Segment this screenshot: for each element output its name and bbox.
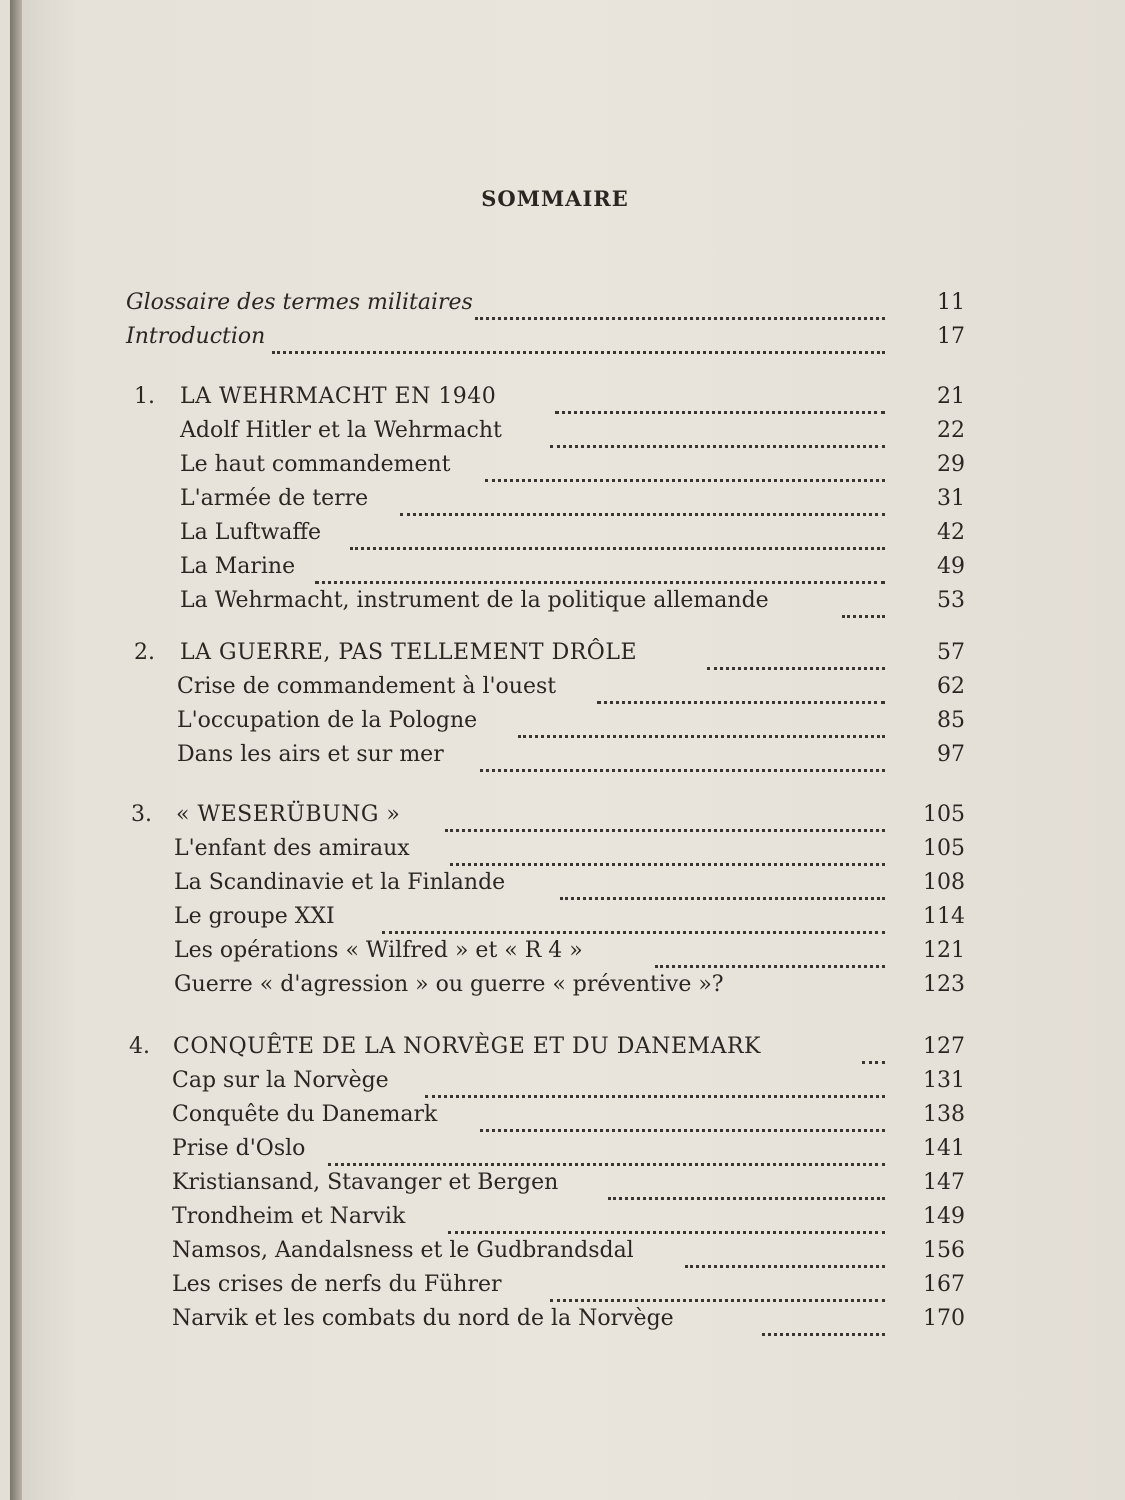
toc-entry-label: Les crises de nerfs du Führer xyxy=(172,1272,502,1297)
toc-entry-label: Kristiansand, Stavanger et Bergen xyxy=(172,1170,559,1195)
toc-entry-label: Glossaire des termes militaires xyxy=(126,290,473,315)
leader-dots xyxy=(608,1175,885,1200)
toc-entry-page: 62 xyxy=(937,674,965,699)
leader-dots xyxy=(425,1073,885,1098)
toc-entry-label: La Luftwaffe xyxy=(180,520,322,545)
chapter-page: 127 xyxy=(923,1034,965,1059)
leader-dots xyxy=(272,329,885,354)
chapter-number: 1. xyxy=(134,384,155,409)
toc-entry-label: Guerre « d'agression » ou guerre « préventive »? xyxy=(174,972,724,997)
leader-dots xyxy=(448,1209,885,1234)
toc-entry-label: Les opérations « Wilfred » et « R 4 » xyxy=(174,938,583,963)
toc-entry-page: 138 xyxy=(923,1102,965,1127)
toc-entry-page: 121 xyxy=(923,938,965,963)
toc-entry-label: Trondheim et Narvik xyxy=(172,1204,406,1229)
toc-entry xyxy=(10,1132,1125,1166)
leader-dots xyxy=(555,389,885,414)
chapter-title: « WESERÜBUNG » xyxy=(176,802,401,827)
toc-entry xyxy=(10,832,1125,866)
leader-dots xyxy=(550,1277,885,1302)
toc-entry-page: 170 xyxy=(923,1306,965,1331)
chapter-page: 105 xyxy=(923,802,965,827)
leader-dots xyxy=(328,1141,885,1166)
toc-entry xyxy=(10,934,1125,968)
book-page xyxy=(10,0,1125,1500)
chapter-title: LA WEHRMACHT EN 1940 xyxy=(180,384,497,409)
toc-entry xyxy=(10,516,1125,550)
leader-dots xyxy=(560,875,885,900)
leader-dots xyxy=(762,1311,885,1336)
toc-entry-page: 149 xyxy=(923,1204,965,1229)
toc-entry-page: 85 xyxy=(937,708,965,733)
toc-entry xyxy=(10,482,1125,516)
toc-entry-page: 11 xyxy=(937,290,965,315)
toc-entry-label: Dans les airs et sur mer xyxy=(177,742,444,767)
toc-entry-page: 17 xyxy=(937,324,965,349)
toc-entry-label: Namsos, Aandalsness et le Gudbrandsdal xyxy=(172,1238,634,1263)
chapter-title: LA GUERRE, PAS TELLEMENT DRÔLE xyxy=(180,640,637,665)
leader-dots xyxy=(685,1243,885,1268)
toc-entry xyxy=(10,320,1125,354)
toc-entry xyxy=(10,1200,1125,1234)
toc-entry xyxy=(10,1098,1125,1132)
chapter-heading xyxy=(10,798,1125,832)
leader-dots xyxy=(842,593,885,618)
toc-entry xyxy=(10,900,1125,934)
leader-dots xyxy=(400,491,885,516)
leader-dots xyxy=(450,841,885,866)
chapter-heading xyxy=(10,380,1125,414)
leader-dots xyxy=(480,747,885,772)
toc-entry-label: Cap sur la Norvège xyxy=(172,1068,389,1093)
toc-entry-label: L'enfant des amiraux xyxy=(174,836,410,861)
chapter-title: CONQUÊTE DE LA NORVÈGE ET DU DANEMARK xyxy=(173,1034,761,1059)
leader-dots xyxy=(862,1039,885,1064)
leader-dots xyxy=(485,457,885,482)
toc-entry-label: La Marine xyxy=(180,554,296,579)
toc-entry-page: 29 xyxy=(937,452,965,477)
toc-entry xyxy=(10,1234,1125,1268)
leader-dots xyxy=(518,713,885,738)
chapter-number: 4. xyxy=(129,1034,150,1059)
chapter-heading xyxy=(10,636,1125,670)
toc-entry-page: 147 xyxy=(923,1170,965,1195)
toc-entry xyxy=(10,414,1125,448)
toc-entry-label: Narvik et les combats du nord de la Norvège xyxy=(172,1306,674,1331)
toc-entry-page: 131 xyxy=(923,1068,965,1093)
toc-entry-label: L'occupation de la Pologne xyxy=(177,708,478,733)
toc-entry xyxy=(10,1302,1125,1336)
leader-dots xyxy=(480,1107,885,1132)
toc-entry xyxy=(10,968,1125,1002)
toc-entry xyxy=(10,550,1125,584)
toc-entry-label: La Wehrmacht, instrument de la politique allemande xyxy=(180,588,769,613)
chapter-number: 2. xyxy=(134,640,155,665)
toc-entry-page: 49 xyxy=(937,554,965,579)
toc-entry xyxy=(10,738,1125,772)
toc-entry xyxy=(10,448,1125,482)
toc-entry-page: 97 xyxy=(937,742,965,767)
toc-entry-page: 22 xyxy=(937,418,965,443)
toc-entry-page: 53 xyxy=(937,588,965,613)
toc-entry-label: Le groupe XXI xyxy=(174,904,335,929)
chapter-number: 3. xyxy=(131,802,152,827)
toc-entry-page: 114 xyxy=(923,904,965,929)
toc-entry-label: Introduction xyxy=(126,324,266,349)
page-title: SOMMAIRE xyxy=(481,186,629,211)
leader-dots xyxy=(475,295,885,320)
toc-entry-page: 105 xyxy=(923,836,965,861)
leader-dots xyxy=(655,943,885,968)
toc-entry-label: L'armée de terre xyxy=(180,486,369,511)
toc-entry xyxy=(10,1166,1125,1200)
leader-dots xyxy=(597,679,885,704)
toc-entry xyxy=(10,584,1125,618)
toc-entry-page: 108 xyxy=(923,870,965,895)
toc-entry-page: 141 xyxy=(923,1136,965,1161)
toc-entry-page: 31 xyxy=(937,486,965,511)
toc-entry-label: Prise d'Oslo xyxy=(172,1136,306,1161)
chapter-heading xyxy=(10,1030,1125,1064)
toc-entry-page: 167 xyxy=(923,1272,965,1297)
toc-entry xyxy=(10,670,1125,704)
toc-entry-label: La Scandinavie et la Finlande xyxy=(174,870,506,895)
leader-dots xyxy=(707,645,885,670)
leader-dots xyxy=(315,559,885,584)
toc-entry-label: Le haut commandement xyxy=(180,452,451,477)
leader-dots xyxy=(445,807,885,832)
leader-dots xyxy=(550,423,885,448)
toc-entry-page: 42 xyxy=(937,520,965,545)
toc-entry xyxy=(10,1064,1125,1098)
chapter-page: 57 xyxy=(937,640,965,665)
toc-entry-page: 156 xyxy=(923,1238,965,1263)
leader-dots xyxy=(382,909,885,934)
toc-entry xyxy=(10,286,1125,320)
leader-dots xyxy=(350,525,885,550)
toc-entry-label: Adolf Hitler et la Wehrmacht xyxy=(180,418,502,443)
toc-entry xyxy=(10,1268,1125,1302)
chapter-page: 21 xyxy=(937,384,965,409)
toc-entry-page: 123 xyxy=(923,972,965,997)
toc-entry xyxy=(10,704,1125,738)
toc-entry xyxy=(10,866,1125,900)
toc-entry-label: Crise de commandement à l'ouest xyxy=(177,674,557,699)
toc-entry-label: Conquête du Danemark xyxy=(172,1102,438,1127)
